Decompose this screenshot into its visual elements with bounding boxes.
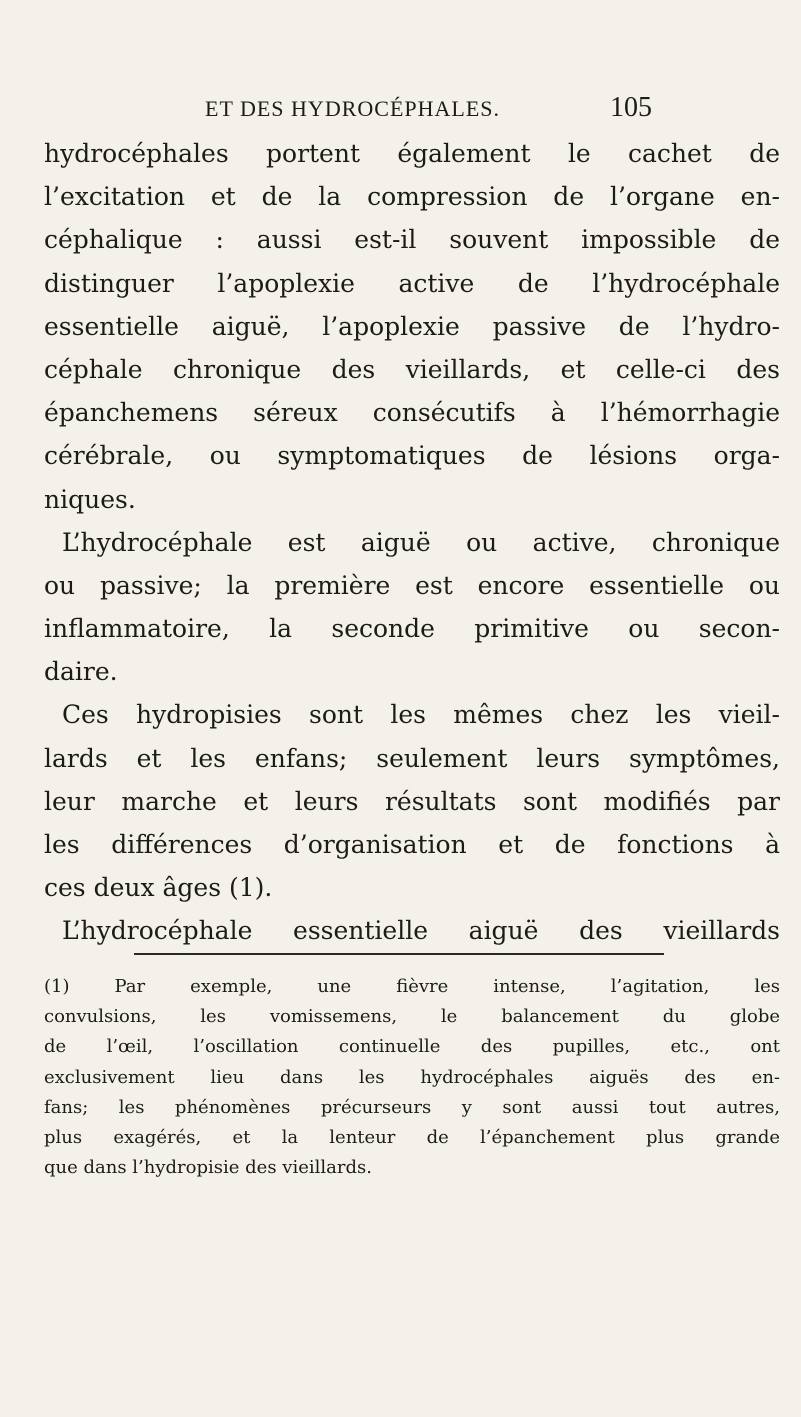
page-number: 105 [610,92,652,123]
text-line: L’hydrocéphale est aiguë ou active, chronique [62,527,780,557]
footnote [44,972,780,1183]
text-line: essentielle aiguë, l’apoplexie passive de l’hydro- [44,311,780,341]
text-line: niques. [44,484,136,514]
footnote-line: plus exagérés, et la lenteur de l’épanchement plus grande [44,1126,780,1148]
text-line: les différences d’organisation et de fonctions à [44,830,780,859]
footnote-line: de l’œil, l’oscillation continuelle des pupilles, etc., ont [44,1036,780,1058]
text-line: lards et les enfans; seulement leurs symptômes, [44,743,780,773]
text-line: Ces hydropisies sont les mêmes chez les vieil- [62,700,780,730]
text-line: cérébrale, ou symptomatiques de lésions orga- [44,441,780,471]
footnote-line: exclusivement lieu dans les hydrocéphales aiguës des en- [44,1066,780,1088]
text-line: hydrocéphales portent également le cachet de [44,139,780,168]
text-line: inflammatoire, la seconde primitive ou secon- [44,614,780,644]
text-line: L’hydrocéphale essentielle aiguë des vieillards [62,916,780,946]
text-line: ou passive; la première est encore essentielle ou [44,570,780,600]
footnote-line: (1) Par exemple, une fièvre intense, l’agitation, les [44,976,780,997]
text-line: leur marche et leurs résultats sont modifiés par [44,786,780,816]
text-line: ces deux âges (1). [44,873,273,903]
footnote-line: convulsions, les vomissemens, le balancement du globe [44,1006,780,1028]
footnote-separator [134,953,664,955]
footnote-line: fans; les phénomènes précurseurs y sont aussi tout autres, [44,1096,780,1118]
text-line: épanchemens séreux consécutifs à l’hémorrhagie [44,398,780,428]
text-line: l’excitation et de la compression de l’organe en- [44,182,780,212]
running-header [0,92,801,132]
footnote-line: que dans l’hydropisie des vieillards. [44,1157,372,1179]
text-line: céphalique : aussi est-il souvent impossible de [44,225,780,255]
text-line: daire. [44,657,118,687]
text-line: céphale chronique des vieillards, et celle-ci des [44,354,780,384]
text-line: distinguer l’apoplexie active de l’hydrocéphale [44,268,780,298]
main-text [44,132,780,953]
running-title: ET DES HYDROCÉPHALES. [205,96,501,121]
